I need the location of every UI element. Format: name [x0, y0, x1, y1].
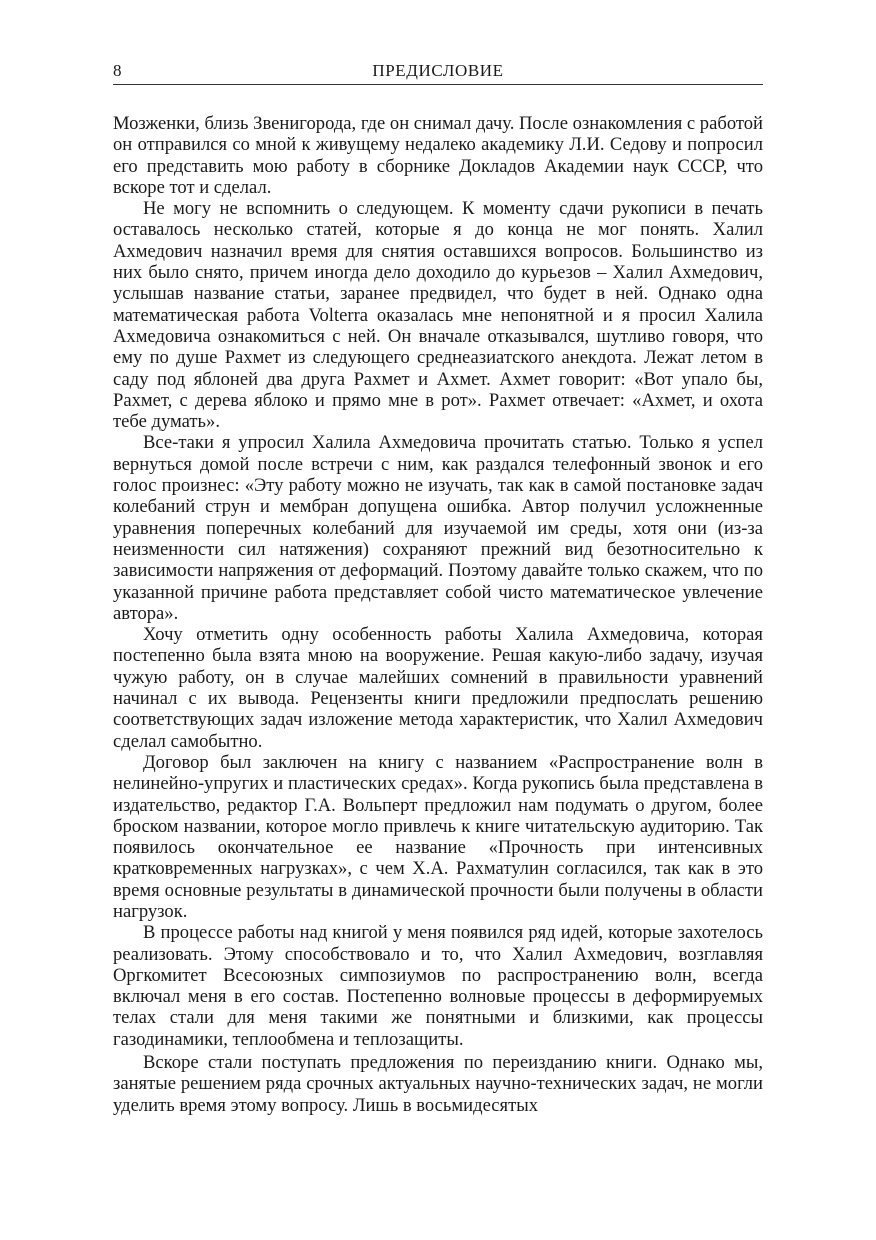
paragraph-3: Все-таки я упросил Халила Ахмедовича прочитать статью. Только я успел вернуться домой после встречи с ним, как раздался телефонный звонок и его голос произнес: «Эту работу можно не изучать, так как в самой постановке задач колебаний струн и мембран допущена ошибка. Автор получил усложненные уравнения поперечных колебаний для изучаемой им среды, хотя они (из-за неизменности сил натяжения) сохраняют прежний вид безотносительно к зависимости напряжения от деформаций. Поэтому давайте только скажем, что по указанной причине работа представляет собой чисто математическое увлечение автора».	[113, 432, 763, 624]
paragraph-7: Вскоре стали поступать предложения по переизданию книги. Однако мы, занятые решением ряда срочных актуальных научно-технических задач, не могли уделить время этому вопросу. Лишь в восьмидесятых	[113, 1052, 763, 1116]
paragraph-2: Не могу не вспомнить о следующем. К моменту сдачи рукописи в печать оставалось несколько статей, которые я до конца не мог понять. Халил Ахмедович назначил время для снятия оставшихся вопросов. Большинство из них было снято, причем иногда дело доходило до курьезов – Халил Ахмедович, услышав название статьи, заранее предвидел, что будет в ней. Однако одна математическая работа Volterra оказалась мне непонятной и я просил Халила Ахмедовича ознакомиться с ней. Он вначале отказывался, шутливо говоря, что ему по душе Рахмет из следующего среднеазиатского анекдота. Лежат летом в саду под яблоней два друга Рахмет и Ахмет. Ахмет говорит: «Вот упало бы, Рахмет, с дерева яблоко и прямо мне в рот». Рахмет отвечает: «Ахмет, и охота тебе думать».	[113, 198, 763, 433]
paragraph-1: Мозженки, близь Звенигорода, где он снимал дачу. После ознакомления с работой он отправился со мной к живущему недалеко академику Л.И. Седову и попросил его представить мою работу в сборнике Докладов Академии наук СССР, что вскоре тот и сделал.	[113, 113, 763, 198]
section-title: ПРЕДИСЛОВИЕ	[372, 61, 504, 80]
paragraph-6: В процессе работы над книгой у меня появился ряд идей, которые захотелось реализовать. Этому способствовало и то, что Халил Ахмедович, возглавляя Оргкомитет Всесоюзных симпозиумов по распространению волн, всегда включал меня в его состав. Постепенно волновые процессы в деформируемых телах стали для меня такими же понятными и близкими, как процессы газодинамики, теплообмена и теплозащиты.	[113, 922, 763, 1050]
book-page	[113, 58, 763, 1116]
paragraph-4: Хочу отметить одну особенность работы Халила Ахмедовича, которая постепенно была взята мною на вооружение. Решая какую-либо задачу, изучая чужую работу, он в случае малейших сомнений в правильности уравнений начинал с их вывода. Рецензенты книги предложили предпослать решению соответствующих задач изложение метода характеристик, что Халил Ахмедович сделал самобытно.	[113, 624, 763, 752]
running-header	[113, 58, 763, 85]
paragraph-5: Договор был заключен на книгу с названием «Распространение волн в нелинейно-упругих и пластических средах». Когда рукопись была представлена в издательство, редактор Г.А. Вольперт предложил нам подумать о другом, более броском названии, которое могло привлечь к книге читательскую аудиторию. Так появилось окончательное ее название «Прочность при интенсивных кратковременных нагрузках», с чем Х.А. Рахматулин согласился, так как в это время основные результаты в динамической прочности были получены в области нагрузок.	[113, 751, 763, 922]
page-number: 8	[113, 61, 122, 80]
body-text	[113, 113, 763, 1116]
